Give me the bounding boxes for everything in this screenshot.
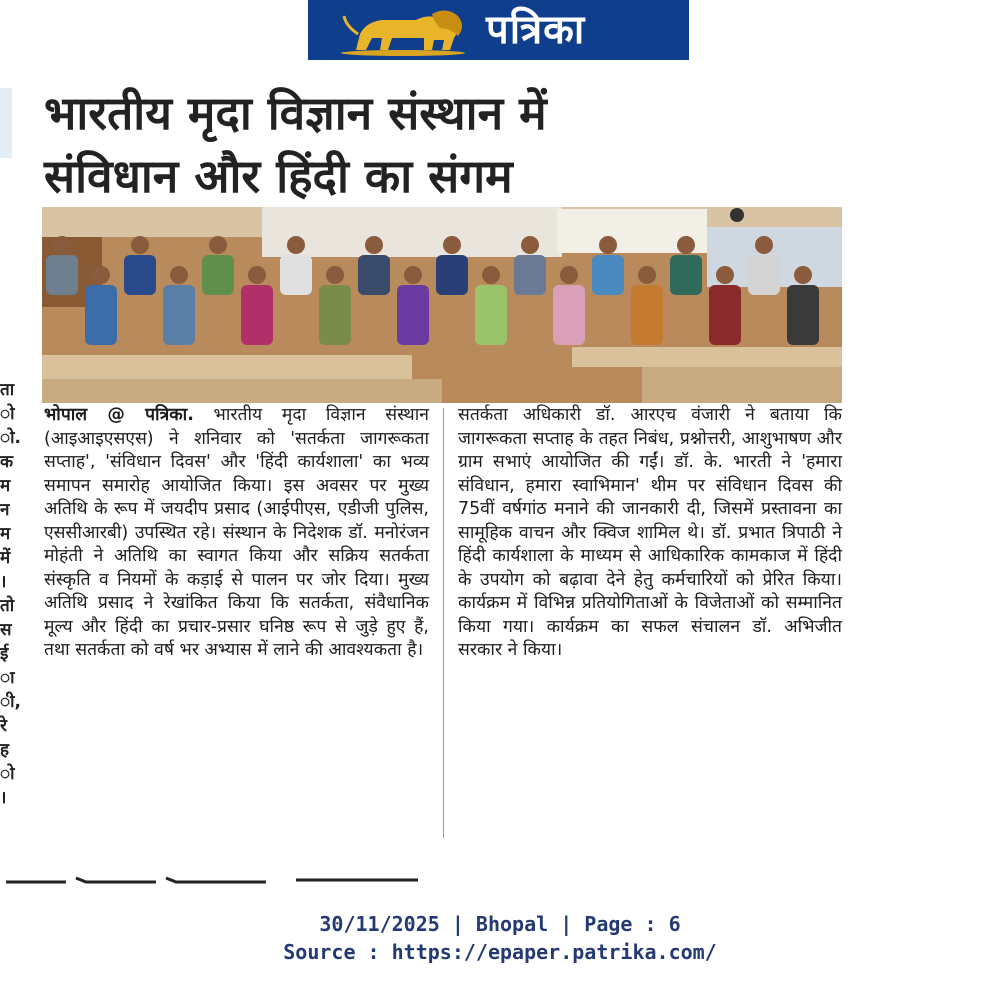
- person-head: [755, 236, 773, 254]
- neighbor-clip-letter: ।: [0, 572, 7, 592]
- neighbor-clip-letter: ता: [0, 380, 15, 400]
- neighbor-clip-letter: ह: [0, 740, 10, 760]
- person-head: [53, 236, 71, 254]
- article-column-2: [458, 404, 842, 663]
- person-head: [482, 266, 500, 284]
- neighbor-clip-letter: ो: [0, 404, 15, 424]
- column-2-text: सतर्कता अधिकारी डॉ. आरएच वंजारी ने बताया कि जागरूकता सप्ताह के तहत निबंध, प्रश्नोत्तरी, आशुभाषण और ग्राम सभाएं आयोजित की गईं। डॉ. के. भारती ने 'हमारा संविधान, हमारा स्वाभिमान' थीम पर संविधान दिवस की 75वीं वर्षगांठ मनाने की जानकारी दी, जिसमें प्रस्तावना का सामूहिक वाचन और क्विज शामिल थे। डॉ. प्रभात त्रिपाठी ने हिंदी कार्यशाला के माध्यम से आधिकारिक कामकाज में हिंदी के उपयोग को बढ़ावा देने हेतु कर्मचारियों को प्रेरित किया। कार्यक्रम में विभिन्न प्रतियोगिताओं के विजेताओं को सम्मानित किया गया। कार्यक्रम का सफल संचालन डॉ. अभिजीत सरकार ने किया।: [458, 405, 842, 660]
- person-body: [670, 255, 702, 295]
- dateline: भोपाल @ पत्रिका.: [44, 405, 194, 425]
- neighbor-clip-letter: ी,: [0, 692, 21, 712]
- person-body: [709, 285, 741, 345]
- neighbor-clip-letter: ो: [0, 764, 15, 784]
- person-body: [202, 255, 234, 295]
- person-head: [521, 236, 539, 254]
- person-head: [326, 266, 344, 284]
- neighbor-clip-letter: ो.: [0, 428, 21, 448]
- person-head: [131, 236, 149, 254]
- person-body: [163, 285, 195, 345]
- person-body: [397, 285, 429, 345]
- person-head: [170, 266, 188, 284]
- person-head: [794, 266, 812, 284]
- neighbor-clip-letter: म: [0, 524, 11, 544]
- person-head: [599, 236, 617, 254]
- person-head: [404, 266, 422, 284]
- person-head: [287, 236, 305, 254]
- neighbor-clip-letter: में: [0, 548, 11, 568]
- footer-source-line: Source : https://epaper.patrika.com/: [283, 940, 717, 964]
- person-body: [475, 285, 507, 345]
- person-body: [358, 255, 390, 295]
- masthead: [308, 0, 689, 60]
- person-body: [124, 255, 156, 295]
- neighbor-clip-letter: तो: [0, 596, 15, 616]
- person-head: [248, 266, 266, 284]
- neighbor-article-clip: [0, 378, 21, 810]
- neighbor-clip-letter: स: [0, 620, 12, 640]
- neighbor-clip-letter: न: [0, 500, 10, 520]
- person-head: [560, 266, 578, 284]
- person-head: [365, 236, 383, 254]
- column-divider: [443, 408, 444, 838]
- masthead-brand: पत्रिका: [486, 7, 586, 53]
- person-body: [319, 285, 351, 345]
- person-body: [436, 255, 468, 295]
- headline-line-1: भारतीय मृदा विज्ञान संस्थान में: [44, 86, 547, 140]
- neighbor-clip-letter: क: [0, 452, 14, 472]
- neighbor-headline-cut: [6, 872, 418, 884]
- article-column-1: [44, 404, 429, 663]
- column-1-text: भारतीय मृदा विज्ञान संस्थान (आइआइएसएस) ने शनिवार को 'सतर्कता जागरूकता सप्ताह', 'संविधान दिवस' और 'हिंदी कार्यशाला' का भव्य समापन समारोह आयोजित किया। इस अवसर पर मुख्य अतिथि के रूप में जयदीप प्रसाद (आईपीएस, एडीजी पुलिस, एससीआरबी) उपस्थित रहे। संस्थान के निदेशक डॉ. मनोरंजन मोहंती ने अतिथि का स्वागत किया और सक्रिय सतर्कता संस्कृति व नियमों के कड़ाई से पालन पर जोर दिया। मुख्य अतिथि प्रसाद ने रेखांकित किया कि सतर्कता, संवैधानिक मूल्य और हिंदी का प्रचार-प्रसार घनिष्ठ रूप से जुड़े हुए हैं, तथा सतर्कता को वर्ष भर अभ्यास में लाने की आवश्यकता है।: [44, 405, 429, 660]
- person-head: [443, 236, 461, 254]
- person-body: [514, 255, 546, 295]
- neighbor-clip-letter: रे: [0, 716, 7, 736]
- person-body: [280, 255, 312, 295]
- person-body: [241, 285, 273, 345]
- person-body: [787, 285, 819, 345]
- person-body: [46, 255, 78, 295]
- person-body: [85, 285, 117, 345]
- neighbor-clip-letter: ा: [0, 668, 15, 688]
- neighbor-clip-letter: म: [0, 476, 11, 496]
- group-photo: [42, 207, 842, 403]
- person-head: [209, 236, 227, 254]
- person-body: [553, 285, 585, 345]
- neighbor-clip-strip: [0, 88, 12, 158]
- person-body: [631, 285, 663, 345]
- article-headline: [44, 82, 824, 208]
- neighbor-clip-letter: ।: [0, 788, 7, 808]
- person-head: [638, 266, 656, 284]
- neighbor-clip-letter: ई: [0, 644, 9, 664]
- footer-date-line: 30/11/2025 | Bhopal | Page : 6: [319, 912, 681, 936]
- person-body: [592, 255, 624, 295]
- person-head: [677, 236, 695, 254]
- person-head: [716, 266, 734, 284]
- headline-line-2: संविधान और हिंदी का संगम: [44, 149, 513, 203]
- lion-logo-icon: [336, 4, 470, 56]
- person-body: [748, 255, 780, 295]
- person-head: [92, 266, 110, 284]
